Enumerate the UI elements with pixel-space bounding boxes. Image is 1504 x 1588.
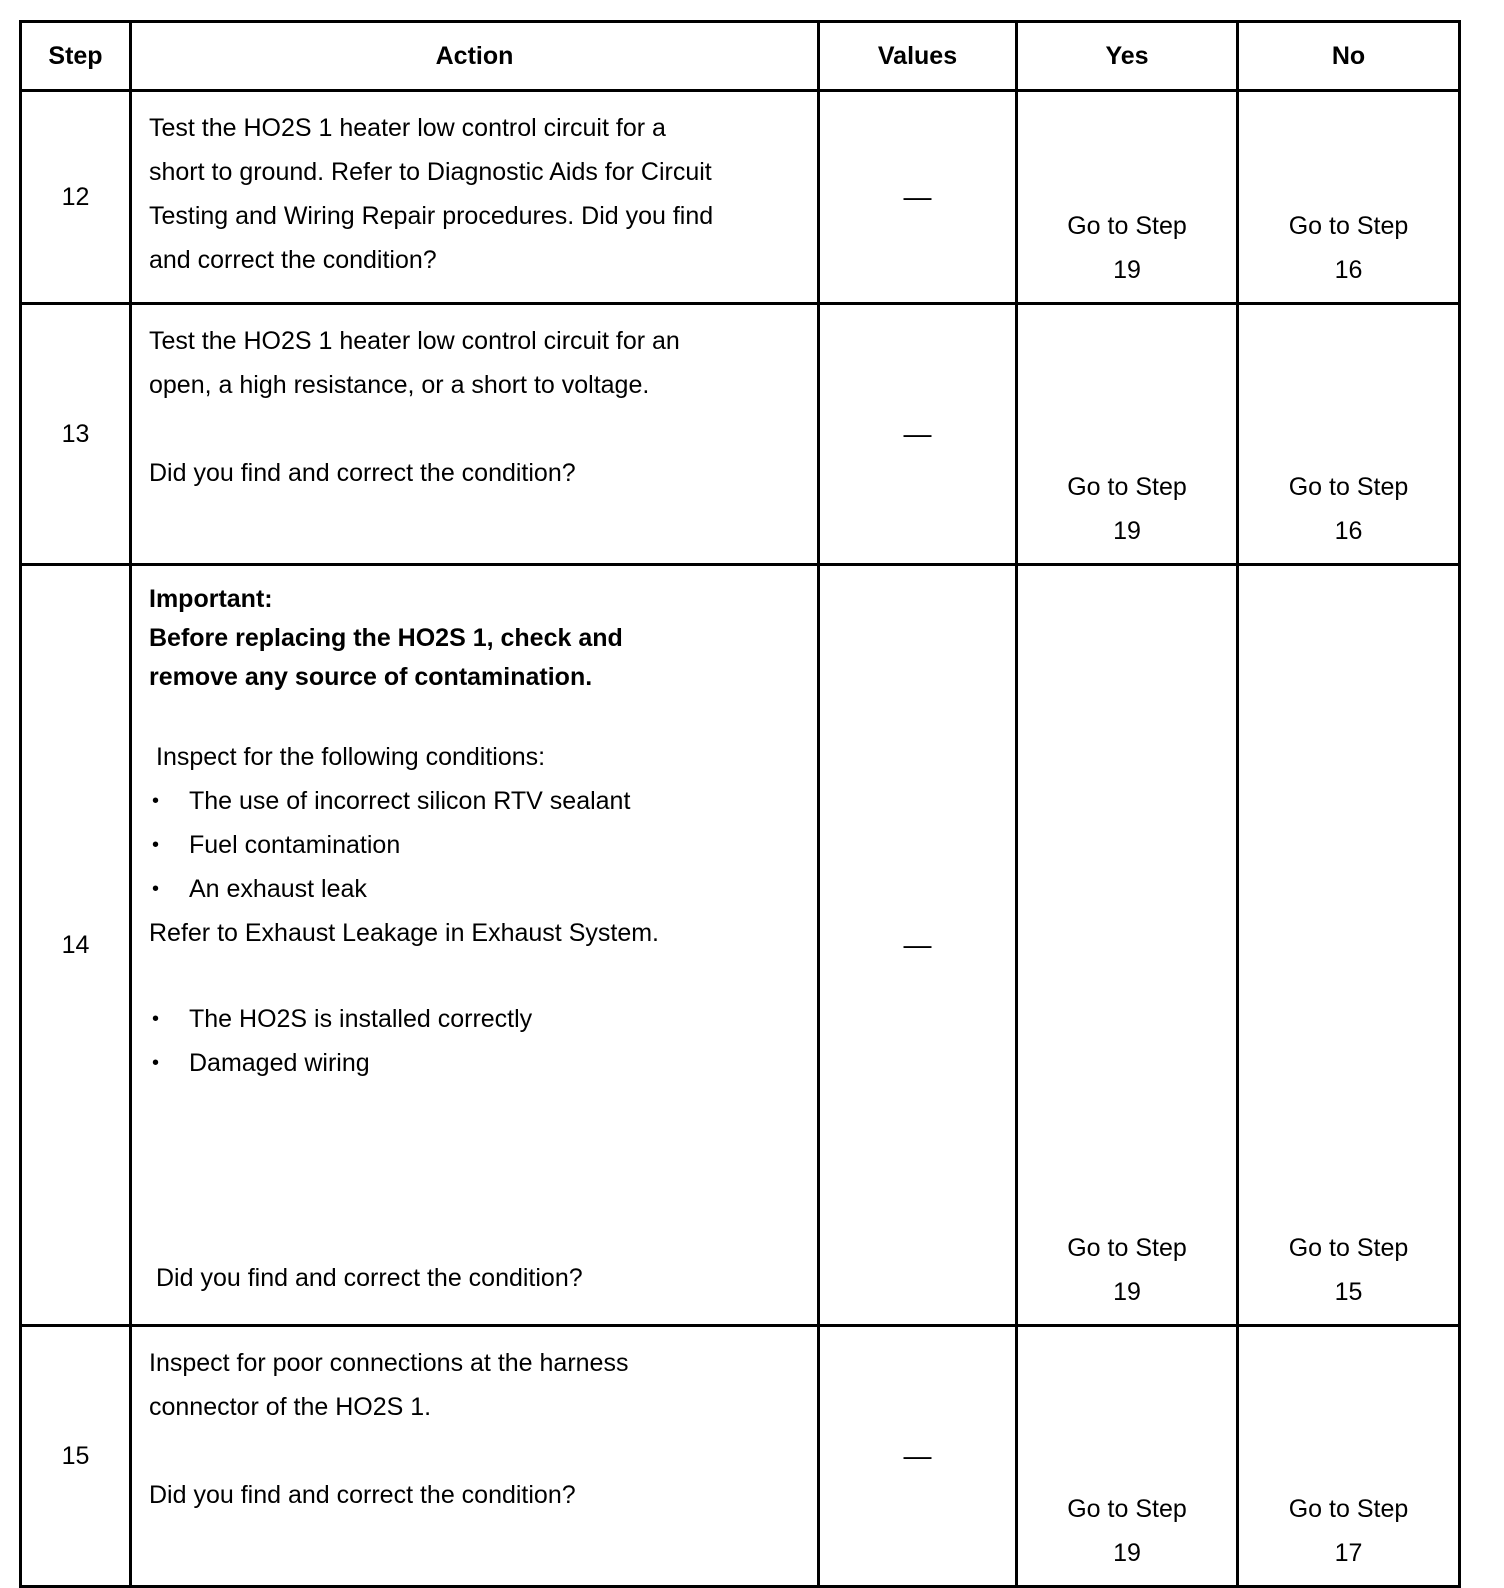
yes-goto-step: 19 <box>1113 1278 1141 1306</box>
yes-goto-label: Go to Step <box>1067 473 1187 501</box>
no-goto-label: Go to Step <box>1288 212 1409 240</box>
action-cell <box>131 565 819 1326</box>
values-cell: — <box>819 304 1017 565</box>
action-question: Did you find and correct the condition? <box>149 459 576 487</box>
no-cell <box>1238 565 1460 1326</box>
no-goto-label: Go to Step <box>1288 1495 1409 1523</box>
action-line: short to ground. Refer to Diagnostic Aids for Circuit <box>149 158 712 186</box>
action-cell <box>131 91 819 304</box>
important-label: Important: <box>149 585 273 613</box>
list-item: • Damaged wiring <box>149 1041 797 1085</box>
action-line: connector of the HO2S 1. <box>149 1393 432 1421</box>
table-row-step-12 <box>21 91 1460 304</box>
no-goto-step: 17 <box>1334 1539 1363 1567</box>
step-number: 13 <box>21 304 131 565</box>
values-cell: — <box>819 91 1017 304</box>
action-line: and correct the condition? <box>149 246 437 274</box>
no-goto-step: 16 <box>1334 517 1363 545</box>
no-cell <box>1238 91 1460 304</box>
yes-goto-label: Go to Step <box>1067 1495 1187 1523</box>
yes-cell <box>1017 304 1238 565</box>
condition-list <box>149 779 797 911</box>
step-number: 14 <box>21 565 131 1326</box>
inspect-intro: Inspect for the following conditions: <box>156 743 546 771</box>
values-cell: — <box>819 565 1017 1326</box>
yes-goto-step: 19 <box>1113 1539 1141 1567</box>
important-note: remove any source of contamination. <box>149 663 593 691</box>
yes-goto-label: Go to Step <box>1067 212 1187 240</box>
action-line: Test the HO2S 1 heater low control circuit for an <box>149 327 680 355</box>
no-goto-step: 16 <box>1334 256 1363 284</box>
action-line: open, a high resistance, or a short to voltage. <box>149 371 650 399</box>
no-cell <box>1238 304 1460 565</box>
list-item: • An exhaust leak <box>149 867 797 911</box>
action-cell <box>131 304 819 565</box>
action-question: Did you find and correct the condition? <box>156 1264 583 1292</box>
header-values: Values <box>819 22 1017 91</box>
no-goto-label: Go to Step <box>1288 1234 1409 1262</box>
action-question: Did you find and correct the condition? <box>149 1481 576 1509</box>
condition-list <box>149 997 797 1085</box>
refer-note: Refer to Exhaust Leakage in Exhaust System. <box>149 919 659 947</box>
action-line: Inspect for poor connections at the harness <box>149 1349 629 1377</box>
no-goto-step: 15 <box>1334 1278 1363 1306</box>
yes-cell <box>1017 565 1238 1326</box>
header-step: Step <box>21 22 131 91</box>
list-item: • The use of incorrect silicon RTV sealant <box>149 779 797 823</box>
header-no: No <box>1238 22 1460 91</box>
values-cell: — <box>819 1326 1017 1587</box>
yes-cell <box>1017 1326 1238 1587</box>
yes-cell <box>1017 91 1238 304</box>
header-yes: Yes <box>1017 22 1238 91</box>
yes-goto-step: 19 <box>1113 517 1141 545</box>
list-item: • Fuel contamination <box>149 823 797 867</box>
important-note: Before replacing the HO2S 1, check and <box>149 624 623 652</box>
yes-goto-label: Go to Step <box>1067 1234 1187 1262</box>
header-action: Action <box>131 22 819 91</box>
action-line: Testing and Wiring Repair procedures. Did you find <box>149 202 714 230</box>
list-item: • The HO2S is installed correctly <box>149 997 797 1041</box>
action-cell <box>131 1326 819 1587</box>
action-line: Test the HO2S 1 heater low control circuit for a <box>149 114 666 142</box>
yes-goto-step: 19 <box>1113 256 1141 284</box>
no-goto-label: Go to Step <box>1288 473 1409 501</box>
table-row-step-14 <box>21 565 1460 1326</box>
diagnostic-table <box>19 20 1461 1588</box>
table-row-step-15 <box>21 1326 1460 1587</box>
step-number: 12 <box>21 91 131 304</box>
no-cell <box>1238 1326 1460 1587</box>
step-number: 15 <box>21 1326 131 1587</box>
table-row-step-13 <box>21 304 1460 565</box>
header-row <box>21 22 1460 91</box>
